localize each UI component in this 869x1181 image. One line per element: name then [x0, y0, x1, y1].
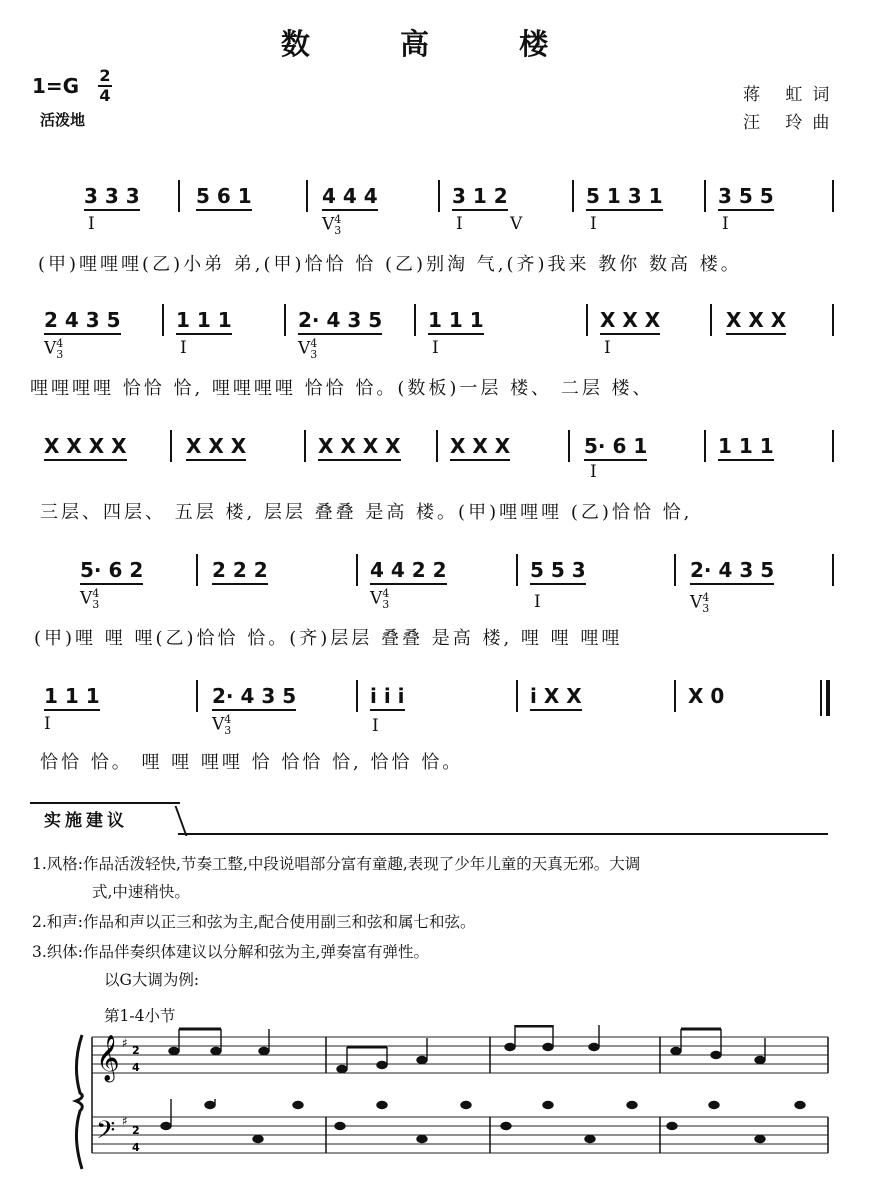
chord-label: V4 3 [298, 337, 318, 361]
measure: X X X [186, 434, 246, 461]
measure: i X X [530, 684, 582, 711]
measure: 3 3 3 [84, 184, 140, 211]
lyric-line: 哩哩哩哩 恰恰 恰, 哩哩哩哩 恰恰 恰。(数板)一层 楼、 二层 楼、 [30, 378, 654, 399]
measure: X X X [600, 308, 660, 335]
measure: X X X [726, 308, 786, 335]
measure: X X X [450, 434, 510, 461]
measure: 2· 4 3 5 [298, 308, 382, 335]
advice-line: 以G大调为例: [104, 971, 200, 989]
chord-label: I [88, 214, 95, 234]
meter-denominator: 4 [99, 86, 111, 105]
section-divider [178, 833, 828, 835]
example-label: 第1-4小节 [104, 1007, 176, 1025]
lyric-line: 三层、四层、 五层 楼, 层层 叠叠 是高 楼。(甲)哩哩哩 (乙)恰恰 恰, [40, 502, 693, 523]
measure: 5 1 3 1 [586, 184, 663, 211]
piano-staff [70, 1025, 840, 1175]
measure: 5 6 1 [196, 184, 252, 211]
chord-label: V4 3 [370, 587, 390, 611]
chord-label: V4 3 [44, 337, 64, 361]
chord-label: I [604, 338, 611, 358]
measure: 1 1 1 [176, 308, 232, 335]
measure: 5 5 3 [530, 558, 586, 585]
lyric-line: (甲)哩 哩 哩(乙)恰恰 恰。(齐)层层 叠叠 是高 楼, 哩 哩 哩哩 [34, 628, 623, 649]
measure: 4 4 2 2 [370, 558, 447, 585]
chord-label: I [456, 214, 463, 234]
measure: X 0 [688, 684, 725, 708]
chord-label: I [590, 462, 597, 482]
chord-label: I [180, 338, 187, 358]
chord-label: V4 3 [322, 213, 342, 237]
svg-text:2: 2 [132, 1044, 140, 1057]
chord-label: I [722, 214, 729, 234]
measure: 2 2 2 [212, 558, 268, 585]
measure: 1 1 1 [44, 684, 100, 711]
tempo-marking: 活泼地 [40, 111, 86, 129]
measure: 2· 4 3 5 [690, 558, 774, 585]
advice-line: 式,中速稍快。 [92, 883, 190, 901]
measure: 3 5 5 [718, 184, 774, 211]
measure: 2· 4 3 5 [212, 684, 296, 711]
section-title: 实施建议 [44, 811, 128, 831]
measure: 1 1 1 [428, 308, 484, 335]
advice-line: 3.织体:作品伴奏织体建议以分解和弦为主,弹奏富有弹性。 [32, 943, 429, 961]
chord-label: I [44, 714, 51, 734]
svg-text:♯: ♯ [122, 1114, 128, 1128]
lyricist-credit: 蒋 虹词 [743, 85, 840, 105]
lyric-line: 恰恰 恰。 哩 哩 哩哩 恰 恰恰 恰, 恰恰 恰。 [40, 752, 464, 773]
measure: 1 1 1 [718, 434, 774, 461]
svg-text:2: 2 [132, 1124, 140, 1137]
svg-text:4: 4 [132, 1061, 140, 1074]
song-title: 数 高 楼 [280, 27, 589, 61]
svg-text:♯: ♯ [122, 1036, 128, 1050]
measure: 5· 6 2 [80, 558, 143, 585]
lyric-line: (甲)哩哩哩(乙)小弟 弟,(甲)恰恰 恰 (乙)别淘 气,(齐)我来 教你 数高 楼。 [38, 254, 742, 275]
chord-label: V [510, 214, 523, 234]
chord-label: V4 3 [80, 587, 100, 611]
measure: 4 4 4 [322, 184, 378, 211]
advice-line: 1.风格:作品活泼轻快,节奏工整,中段说唱部分富有童趣,表现了少年儿童的天真无邪。大调 [32, 855, 641, 873]
meter-numerator: 2 [99, 66, 111, 85]
measure: 3 1 2 [452, 184, 508, 211]
time-signature [98, 68, 112, 104]
measure: i i i [370, 684, 405, 711]
measure: X X X X [318, 434, 401, 461]
chord-label: I [590, 214, 597, 234]
chord-label: I [432, 338, 439, 358]
svg-text:𝄞: 𝄞 [96, 1035, 120, 1081]
key-signature: 1=G [32, 74, 80, 98]
measure: 5· 6 1 [584, 434, 647, 461]
measure: X X X X [44, 434, 127, 461]
chord-label: V4 3 [212, 713, 232, 737]
composer-credit: 汪 玲曲 [743, 113, 840, 133]
chord-label: I [534, 592, 541, 612]
chord-label: I [372, 716, 379, 736]
svg-text:4: 4 [132, 1141, 140, 1154]
measure: 2 4 3 5 [44, 308, 121, 335]
advice-line: 2.和声:作品和声以正三和弦为主,配合使用副三和弦和属七和弦。 [32, 913, 476, 931]
svg-text:𝄢: 𝄢 [96, 1116, 116, 1151]
chord-label: V4 3 [690, 591, 710, 615]
